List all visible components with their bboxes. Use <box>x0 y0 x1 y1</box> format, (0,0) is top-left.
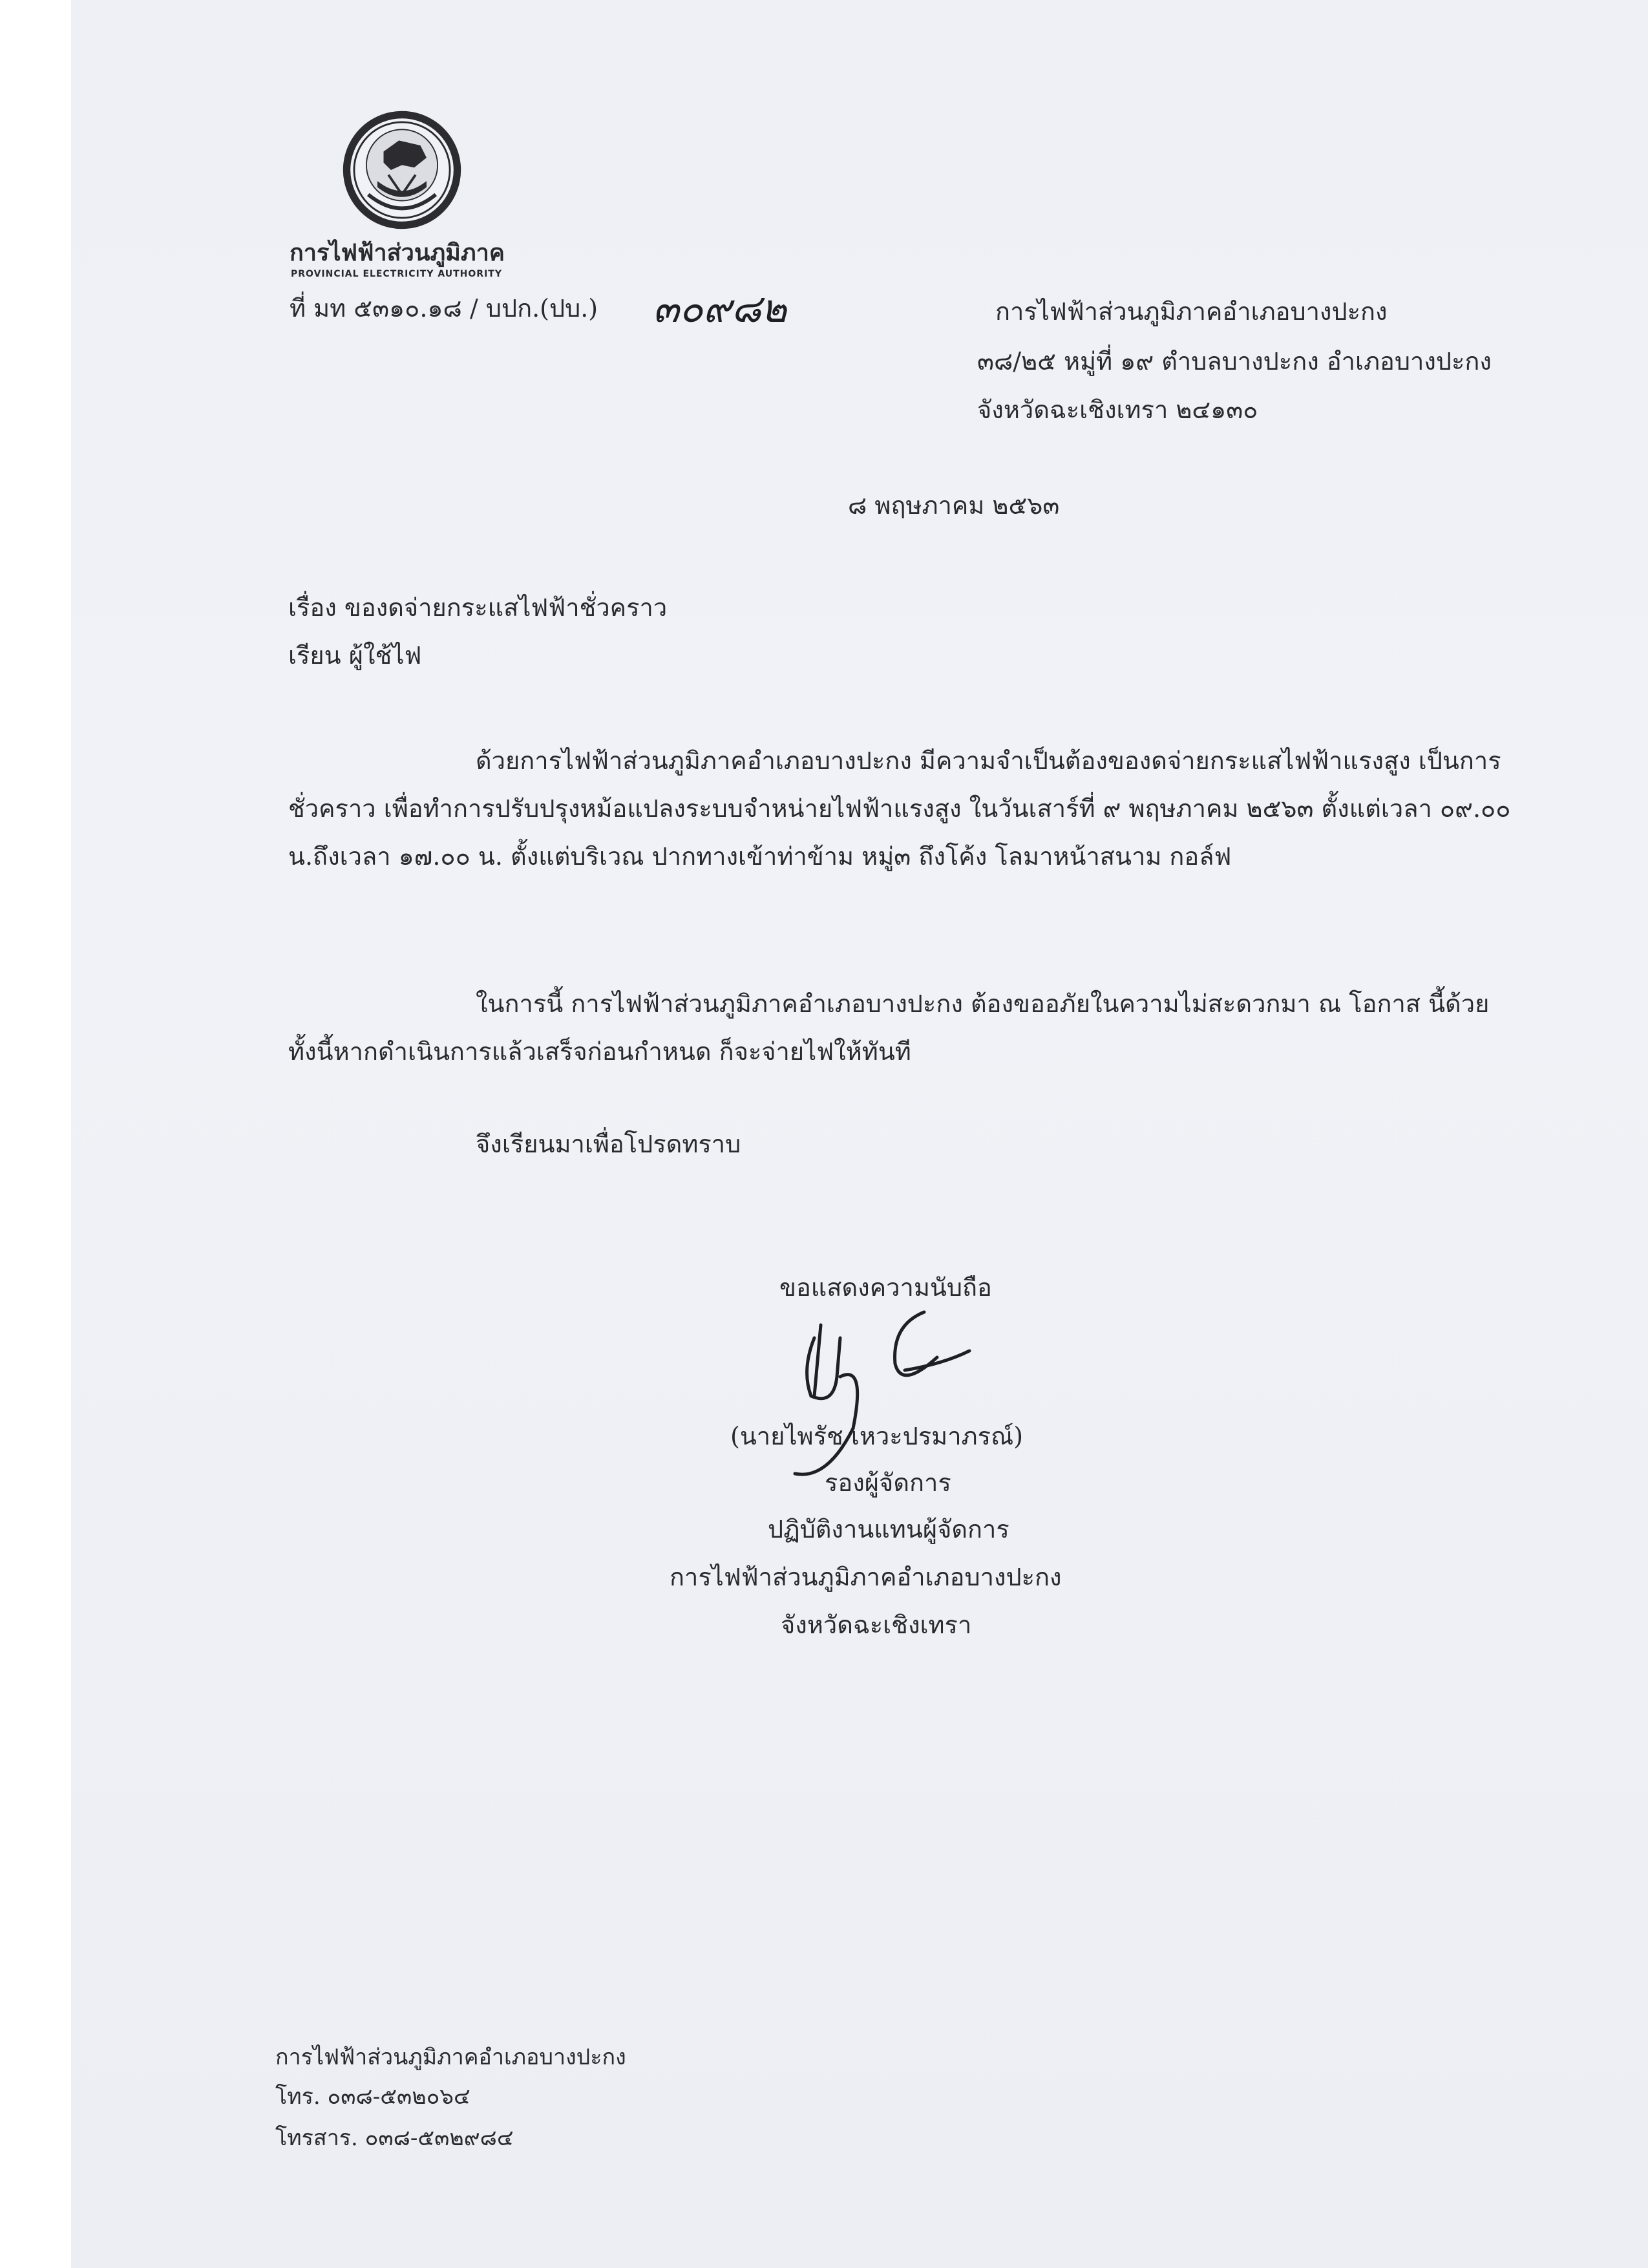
sender-address-line1: การไฟฟ้าส่วนภูมิภาคอำเภอบางปะกง <box>995 297 1388 326</box>
signatory-position-2: ปฏิบัติงานแทนผู้จัดการ <box>768 1515 1009 1543</box>
handwritten-reference-number: ๓๐๙๘๒ <box>653 286 787 332</box>
body-paragraph-1-text: ด้วยการไฟฟ้าส่วนภูมิภาคอำเภอบางปะกง มีความจำเป็นต้องของดจ่ายกระแสไฟฟ้าแรงสูง เป็นการชั่วคราว เพื่อทำการปรับปรุงหม้อแปลงระบบจำหน่ายไฟฟ้าแรงสูง ในวันเสาร์ที่ ๙ พฤษภาคม ๒๕๖๓ ตั้งแต่เวลา ๐๙.๐๐ น.ถึงเวลา ๑๗.๐๐ น. ตั้งแต่บริเวณ ปากทางเข้าท่าข้าม หมู่๓ ถึงโค้ง โลมาหน้าสนาม กอล์ฟ <box>288 747 1511 871</box>
sender-address-line2: ๓๘/๒๕ หมู่ที่ ๑๙ ตำบลบางปะกง อำเภอบางปะกง <box>977 347 1492 376</box>
reference-number: ที่ มท ๕๓๑๐.๑๘ / บปก.(ปบ.) <box>290 294 598 323</box>
signatory-name: (นายไพรัช เหวะปรมาภรณ์) <box>730 1422 1024 1450</box>
regards-text: ขอแสดงความนับถือ <box>779 1273 992 1302</box>
body-paragraph-2 <box>288 980 1514 1076</box>
organization-name-english: PROVINCIAL ELECTRICITY AUTHORITY <box>291 269 502 279</box>
sender-address-line3: จังหวัดฉะเชิงเทรา ๒๔๑๓๐ <box>977 396 1258 424</box>
letter-date: ๘ พฤษภาคม ๒๕๖๓ <box>848 491 1060 520</box>
pea-emblem-logo <box>341 109 463 231</box>
signatory-position-1: รองผู้จัดการ <box>825 1468 951 1497</box>
closing-sentence: จึงเรียนมาเพื่อโปรดทราบ <box>476 1130 741 1158</box>
letter-subject: เรื่อง ของดจ่ายกระแสไฟฟ้าชั่วคราว <box>288 593 668 622</box>
signatory-position-3: การไฟฟ้าส่วนภูมิภาคอำเภอบางปะกง <box>670 1563 1062 1591</box>
handwritten-signature <box>776 1299 1021 1493</box>
letter-recipient: เรียน ผู้ใช้ไฟ <box>288 641 422 670</box>
body-paragraph-2-text: ในการนี้ การไฟฟ้าส่วนภูมิภาคอำเภอบางปะกง ต้องขออภัยในความไม่สะดวกมา ณ โอกาส นี้ด้วย ทั้งนี้หากดำเนินการแล้วเสร็จก่อนกำหนด ก็จะจ่ายไฟให้ทันที <box>288 990 1490 1066</box>
footer-fax: โทรสาร. ๐๓๘-๕๓๒๙๘๔ <box>275 2125 514 2151</box>
scan-margin <box>0 0 71 2268</box>
signatory-position-4: จังหวัดฉะเชิงเทรา <box>781 1611 972 1639</box>
footer-phone: โทร. ๐๓๘-๕๓๒๐๖๔ <box>275 2084 470 2110</box>
body-paragraph-1 <box>288 737 1514 880</box>
footer-office: การไฟฟ้าส่วนภูมิภาคอำเภอบางปะกง <box>275 2044 626 2070</box>
letter-page <box>71 0 1648 2268</box>
organization-name-thai: การไฟฟ้าส่วนภูมิภาค <box>290 240 505 266</box>
